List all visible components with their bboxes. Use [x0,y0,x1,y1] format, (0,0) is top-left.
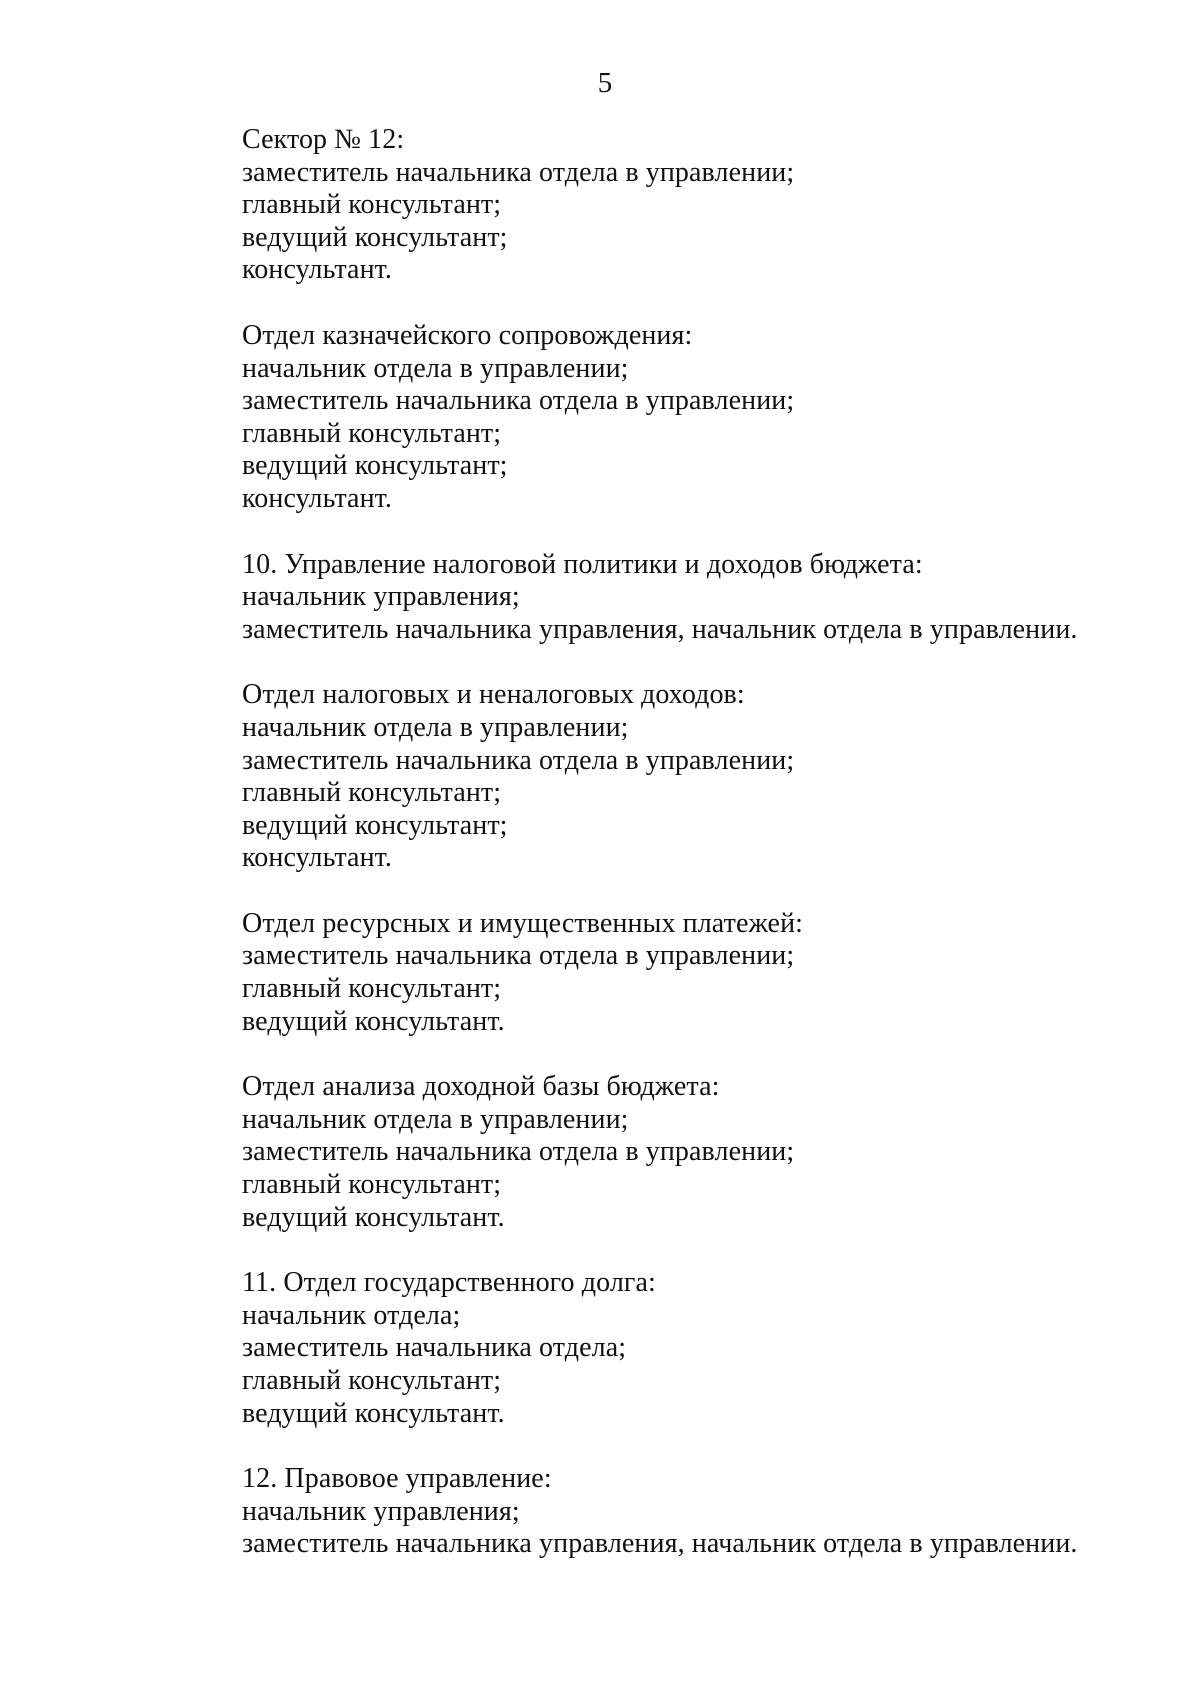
section-heading: Отдел анализа доходной базы бюджета: [242,1071,720,1103]
position-line: главный консультант; [242,777,502,809]
position-line: ведущий консультант; [242,809,508,841]
position-line: главный консультант; [242,417,502,449]
position-line: консультант. [242,842,392,874]
position-line: ведущий консультант. [242,1397,505,1429]
position-line: ведущий консультант. [242,1005,505,1037]
section-heading: Отдел ресурсных и имущественных платежей: [242,907,804,939]
position-line: заместитель начальника управления, начальник отдела в управлении. [242,613,1078,645]
position-line: заместитель начальника отдела в управлении; [242,940,795,972]
position-line: главный консультант; [242,1365,502,1396]
position-line: ведущий консультант. [242,1201,505,1233]
position-line: начальник отдела в управлении; [242,1103,629,1135]
position-line: заместитель начальника отдела в управлении; [242,1136,795,1168]
section-treasury-support [242,320,1162,516]
position-line: заместитель начальника отдела в управлении; [242,744,795,776]
position-line: ведущий консультант; [242,221,508,253]
position-line: начальник отдела в управлении; [242,352,629,384]
position-line: главный консультант; [242,1169,502,1201]
section-resource-property-payments [242,908,1162,1038]
section-heading: Отдел налоговых и неналоговых доходов: [242,679,745,711]
section-legal-department [242,1463,1162,1561]
position-line: заместитель начальника отдела в управлении; [242,385,795,417]
section-revenue-base-analysis [242,1071,1162,1234]
section-heading: 10. Управление налоговой политики и доходов бюджета: [242,548,923,580]
position-line: консультант. [242,482,392,514]
position-line: консультант. [242,254,392,286]
section-public-debt [242,1267,1162,1430]
position-line: начальник отдела в управлении; [242,711,629,743]
position-line: заместитель начальника отдела; [242,1332,627,1364]
section-heading: Отдел казначейского сопровождения: [242,319,693,351]
section-tax-nontax-revenue [242,679,1162,875]
section-tax-policy-department [242,549,1162,647]
position-line: заместитель начальника управления, начальник отдела в управлении. [242,1528,1078,1560]
position-line: заместитель начальника отдела в управлении; [242,156,795,188]
position-line: главный консультант; [242,189,502,221]
section-sector-12 [242,124,1162,287]
section-heading: 11. Отдел государственного долга: [242,1267,656,1299]
position-line: начальник отдела; [242,1299,461,1331]
position-line: начальник управления; [242,1495,520,1527]
section-heading: Сектор № 12: [242,124,405,155]
page-number: 5 [597,67,613,99]
position-line: начальник управления; [242,581,520,613]
position-line: ведущий консультант; [242,450,508,482]
document-body [242,124,1162,1594]
section-heading: 12. Правовое управление: [242,1463,552,1495]
position-line: главный консультант; [242,973,502,1005]
